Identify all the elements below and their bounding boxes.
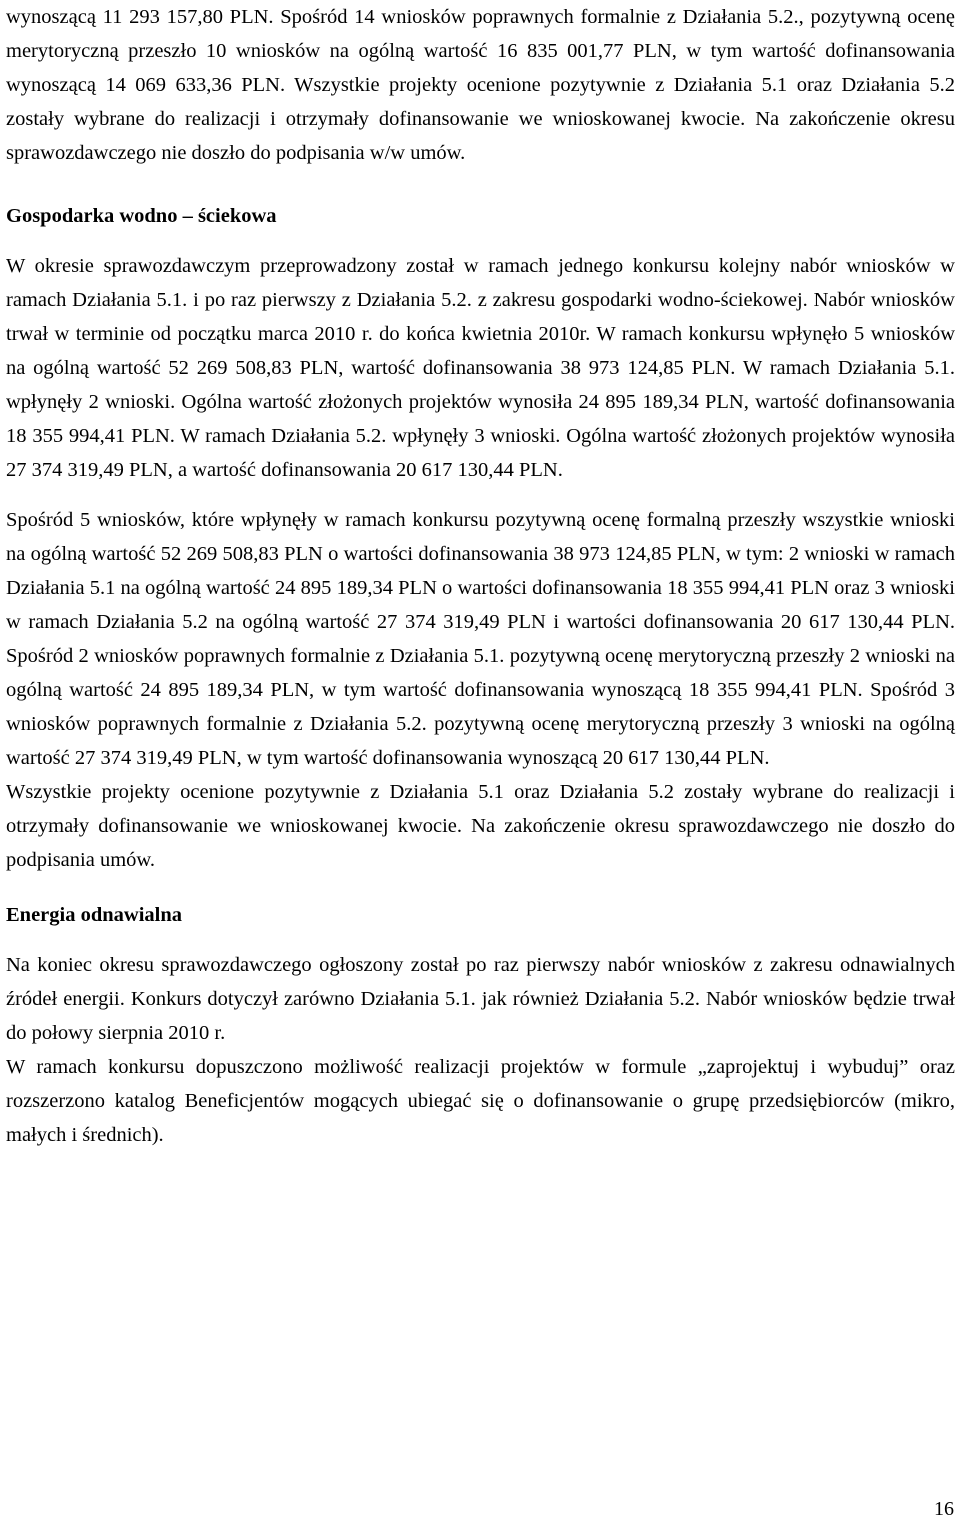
heading-renewable-energy: Energia odnawialna	[6, 904, 182, 926]
paragraph-energy-call: Na koniec okresu sprawozdawczego ogłoszony został po raz pierwszy nabór wniosków z zakresu odnawialnych źródeł energii. Konkurs dotyczył zarówno Działania 5.1. jak również Działania 5.2. Nabór wniosków będzie trwał do połowy sierpnia 2010 r.	[6, 954, 955, 1044]
paragraph-wastewater-evaluation: Spośród 5 wniosków, które wpłynęły w ramach konkursu pozytywną ocenę formalną przeszły wszystkie wnioski na ogólną wartość 52 269 508,83 PLN o wartości dofinansowania 38 973 124,85 PLN, w tym: 2 wnioski w ramach Działania 5.1 na ogólną wartość 24 895 189,34 PLN o wartości dofinansowania 18 355 994,41 PLN oraz 3 wnioski w ramach Działania 5.2 na ogólną wartość 27 374 319,49 PLN i wartości dofinansowania 20 617 130,44 PLN. Spośród 2 wniosków poprawnych formalnie z Działania 5.1. pozytywną ocenę merytoryczną przeszły 2 wnioski na ogólną wartość 24 895 189,34 PLN, w tym wartość dofinansowania wynoszącą 18 355 994,41 PLN. Spośród 3 wniosków poprawnych formalnie z Działania 5.2. pozytywną ocenę merytoryczną przeszły 3 wnioski na ogólną wartość 27 374 319,49 PLN, w tym wartość dofinansowania wynoszącą 20 617 130,44 PLN.	[6, 509, 955, 769]
paragraph-wastewater-call: W okresie sprawozdawczym przeprowadzony został w ramach jednego konkursu kolejny nabór wniosków w ramach Działania 5.1. i po raz pierwszy z Działania 5.2. z zakresu gospodarki wodno-ściekowej. Nabór wniosków trwał w terminie od początku marca 2010 r. do końca kwietnia 2010r. W ramach konkursu wpłynęło 5 wniosków na ogólną wartość 52 269 508,83 PLN, wartość dofinansowania 38 973 124,85 PLN. W ramach Działania 5.1. wpłynęły 2 wnioski. Ogólna wartość złożonych projektów wynosiła 24 895 189,34 PLN, wartość dofinansowania 18 355 994,41 PLN. W ramach Działania 5.2. wpłynęły 3 wnioski. Ogólna wartość złożonych projektów wynosiła 27 374 319,49 PLN, a wartość dofinansowania 20 617 130,44 PLN.	[6, 255, 955, 481]
paragraph-wastewater-selection: Wszystkie projekty ocenione pozytywnie z Działania 5.1 oraz Działania 5.2 zostały wybrane do realizacji i otrzymały dofinansowanie we wnioskowanej kwocie. Na zakończenie okresu sprawozdawczego nie doszło do podpisania umów.	[6, 781, 955, 871]
page-number: 16	[934, 1498, 954, 1520]
document-body	[6, 0, 955, 1152]
paragraph-intro: wynoszącą 11 293 157,80 PLN. Spośród 14 wniosków poprawnych formalnie z Działania 5.2., pozytywną ocenę merytoryczną przeszło 10 wniosków na ogólną wartość 16 835 001,77 PLN, w tym wartość dofinansowania wynoszącą 14 069 633,36 PLN. Wszystkie projekty ocenione pozytywnie z Działania 5.1 oraz Działania 5.2 zostały wybrane do realizacji i otrzymały dofinansowanie we wnioskowanej kwocie. Na zakończenie okresu sprawozdawczego nie doszło do podpisania w/w umów.	[6, 6, 955, 164]
heading-wastewater: Gospodarka wodno – ściekowa	[6, 205, 277, 227]
paragraph-energy-formula: W ramach konkursu dopuszczono możliwość realizacji projektów w formule „zaprojektuj i wybuduj” oraz rozszerzono katalog Beneficjentów mogących ubiegać się o dofinansowanie o grupę przedsiębiorców (mikro, małych i średnich).	[6, 1056, 955, 1146]
